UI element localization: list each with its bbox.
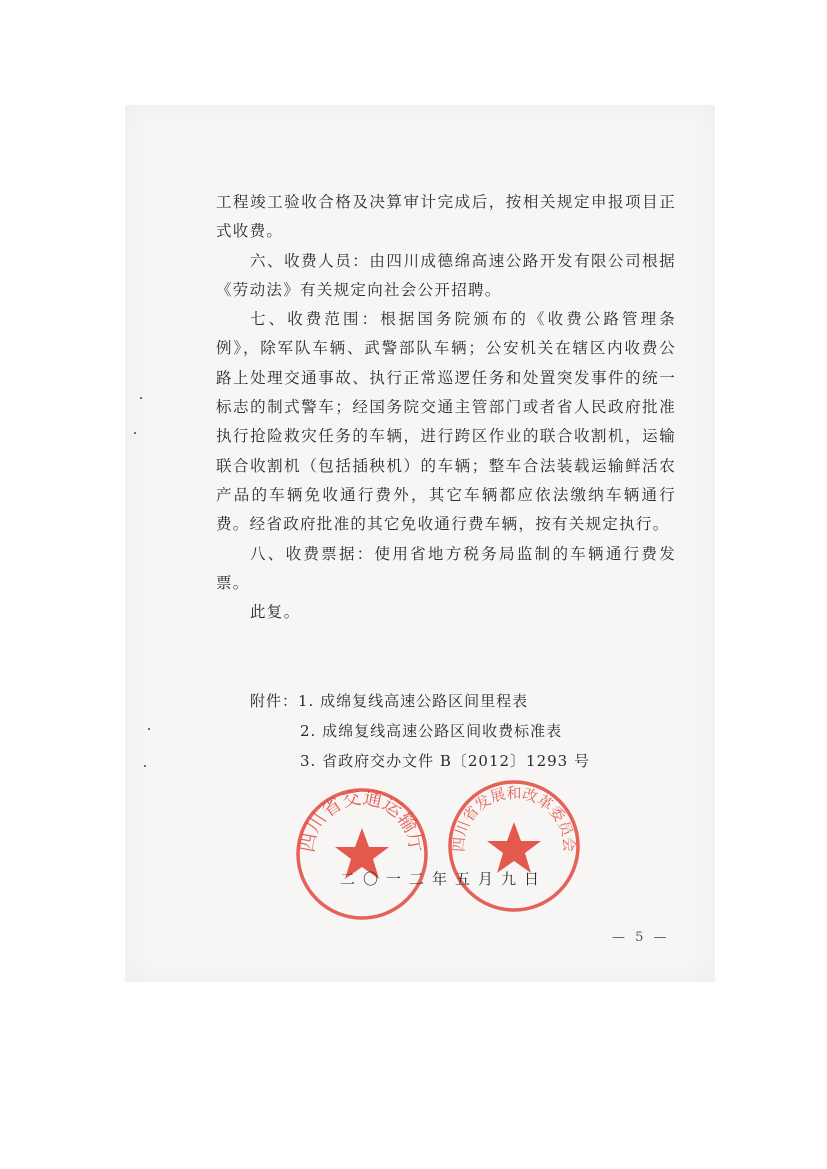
paragraph-continuation: 工程竣工验收合格及决算审计完成后，按相关规定申报项目正式收费。 — [216, 193, 676, 241]
scan-speck — [144, 765, 146, 767]
paragraph-closing: 此复。 — [250, 603, 301, 622]
development-reform-commission-seal — [446, 778, 582, 914]
scan-speck — [148, 728, 150, 730]
attachment-item — [250, 686, 590, 716]
paragraph-toll-staff: 六、收费人员：由四川成德绵高速公路开发有限公司根据《劳动法》有关规定向社会公开招聘。 — [216, 251, 676, 299]
seal-text: 四川省交通运输厅 — [296, 786, 428, 854]
scan-speck — [134, 432, 136, 434]
body-text — [216, 188, 676, 627]
attachment-item — [250, 716, 590, 746]
seal-text: 四川省发展和改革委员会 — [449, 784, 579, 853]
page-number: — 5 — — [612, 930, 670, 945]
paragraph-toll-scope: 七、收费范围：根据国务院颁布的《收费公路管理条例》，除军队车辆、武警部队车辆；公安机关在辖区内收费公路上处理交通事故、执行正常巡逻任务和处置突发事件的统一标志的制式警车；经国务院交通主管部门或者省人民政府批准执行抢险救灾任务的车辆，进行跨区作业的联合收割机，运输联合收割机（包括插秧机）的车辆；整车合法装载运输鲜活农产品的车辆免收通行费外，其它车辆都应依法缴纳车辆通行费。经省政府批准的其它免收通行费车辆，按有关规定执行。 — [216, 310, 676, 534]
paragraph-toll-receipts: 八、收费票据：使用省地方税务局监制的车辆通行费发票。 — [216, 544, 676, 592]
attachments-list — [250, 686, 590, 776]
document-date: 二〇一二年五月九日 — [340, 870, 548, 888]
scan-speck — [140, 397, 142, 399]
attachment-text: 1. 成绵复线高速公路区间里程表 — [298, 692, 529, 710]
attachments-label: 附件： — [250, 692, 299, 710]
attachment-text: 3. 省政府交办文件 B〔2012〕1293 号 — [300, 752, 590, 770]
attachment-item — [250, 746, 590, 776]
attachment-text: 2. 成绵复线高速公路区间收费标准表 — [300, 722, 563, 740]
transport-department-seal — [294, 786, 430, 922]
